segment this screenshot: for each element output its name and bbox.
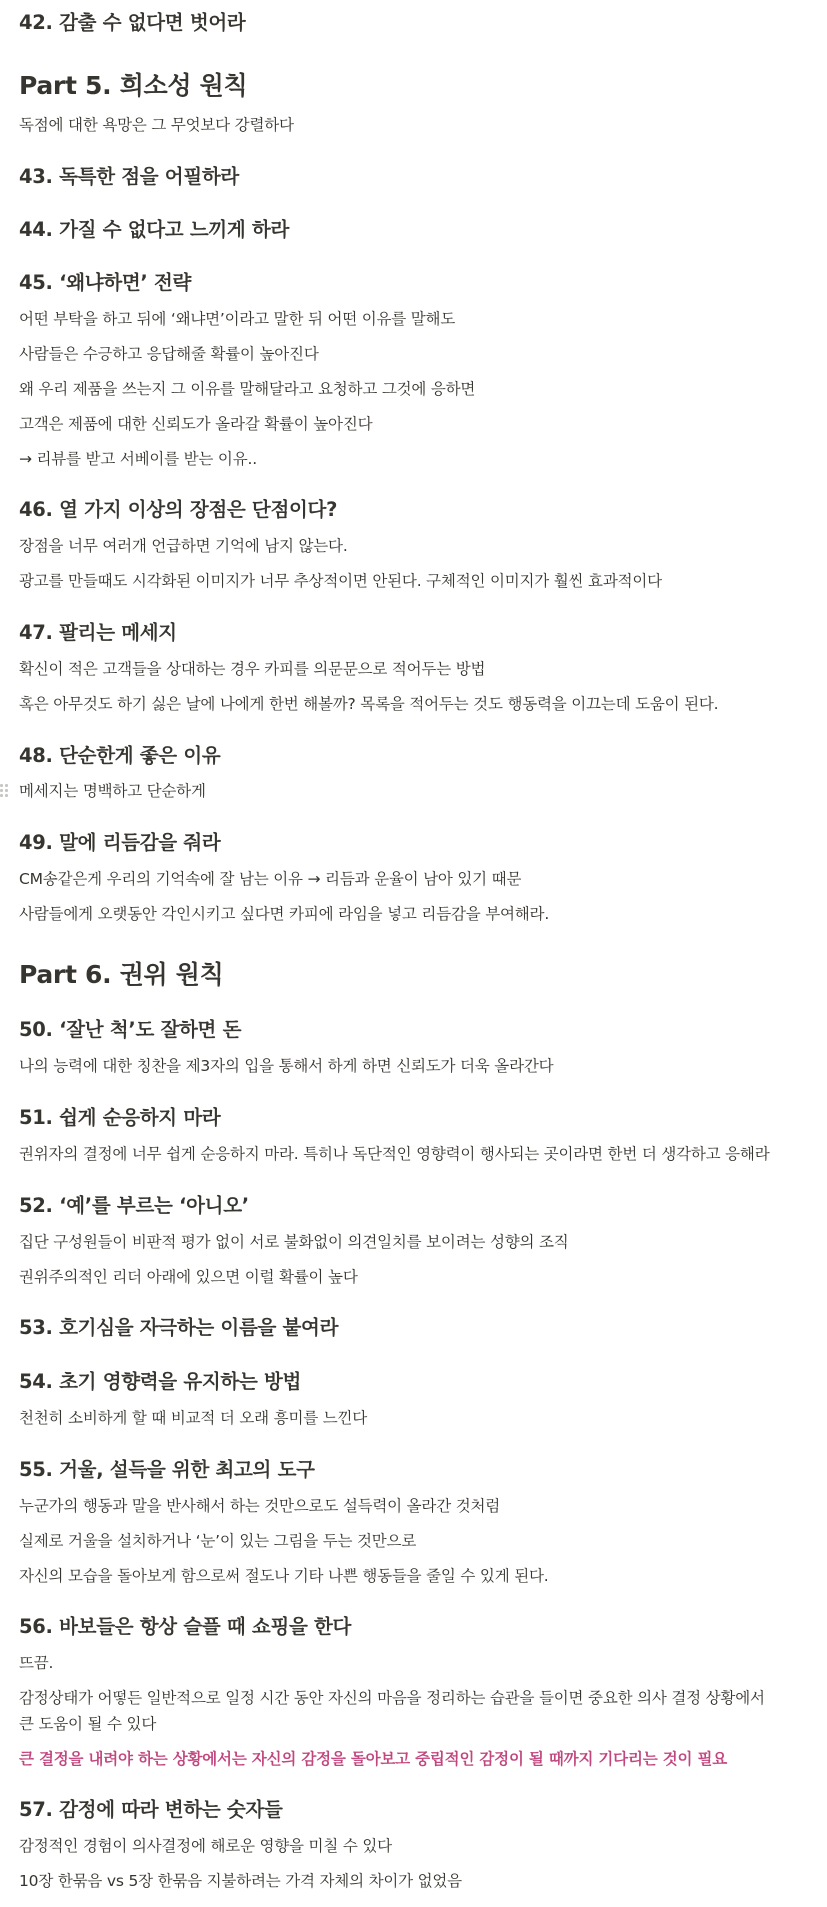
paragraph: 집단 구성원들이 비판적 평가 없이 서로 불화없이 의견일치를 보이려는 성향의 조직 (19, 1233, 569, 1251)
paragraph: 확신이 적은 고객들을 상대하는 경우 카피를 의문문으로 적어두는 방법 (19, 660, 486, 678)
paragraph: 자신의 모습을 돌아보게 함으로써 절도나 기타 나쁜 행동들을 줄일 수 있게 된다. (19, 1567, 549, 1585)
heading-57: 57. 감정에 따라 변하는 숫자들 (19, 1798, 283, 1821)
paragraph: 장점을 너무 여러개 언급하면 기억에 남지 않는다. (19, 537, 348, 555)
heading-52: 52. ‘예’를 부르는 ‘아니오’ (19, 1194, 249, 1217)
drag-handle-icon[interactable] (0, 782, 10, 800)
heading-42: 42. 감출 수 없다면 벗어라 (19, 11, 246, 34)
paragraph: 사람들에게 오랫동안 각인시키고 싶다면 카피에 라임을 넣고 리듬감을 부여해라. (19, 905, 550, 923)
paragraph: 누군가의 행동과 말을 반사해서 하는 것만으로도 설득력이 올라간 것처럼 (19, 1497, 501, 1515)
heading-48: 48. 단순한게 좋은 이유 (19, 744, 221, 767)
paragraph: 권위주의적인 리더 아래에 있으면 이럴 확률이 높다 (19, 1268, 358, 1286)
highlighted-paragraph: 큰 결정을 내려야 하는 상황에서는 자신의 감정을 돌아보고 중립적인 감정이 될 때까지 기다리는 것이 필요 (19, 1750, 727, 1768)
paragraph: 고객은 제품에 대한 신뢰도가 올라갈 확률이 높아진다 (19, 415, 373, 433)
paragraph: 광고를 만들때도 시각화된 이미지가 너무 추상적이면 안된다. 구체적인 이미지가 훨씬 효과적이다 (19, 572, 662, 590)
heading-51: 51. 쉽게 순응하지 마라 (19, 1106, 221, 1129)
heading-50: 50. ‘잘난 척’도 잘하면 돈 (19, 1018, 242, 1041)
paragraph: 실제로 거울을 설치하거나 ‘눈’이 있는 그림을 두는 것만으로 (19, 1532, 417, 1550)
paragraph: 10장 한묶음 vs 5장 한묶음 지불하려는 가격 자체의 차이가 없었음 (19, 1872, 462, 1890)
paragraph: 메세지는 명백하고 단순하게 (19, 782, 206, 800)
paragraph: 감정상태가 어떻든 일반적으로 일정 시간 동안 자신의 마음을 정리하는 습관을 들이면 중요한 의사 결정 상황에서 (19, 1689, 765, 1707)
heading-47: 47. 팔리는 메세지 (19, 621, 177, 644)
paragraph: CM송같은게 우리의 기억속에 잘 남는 이유 → 리듬과 운율이 남아 있기 때문 (19, 870, 522, 888)
paragraph: 뜨끔. (19, 1654, 54, 1672)
heading-43: 43. 독특한 점을 어필하라 (19, 165, 239, 188)
paragraph: → 리뷰를 받고 서베이를 받는 이유.. (19, 450, 257, 468)
paragraph: 왜 우리 제품을 쓰는지 그 이유를 말해달라고 요청하고 그것에 응하면 (19, 380, 476, 398)
paragraph: 혹은 아무것도 하기 싫은 날에 나에게 한번 해볼까? 목록을 적어두는 것도 행동력을 이끄는데 도움이 된다. (19, 695, 719, 713)
paragraph: 천천히 소비하게 할 때 비교적 더 오래 흥미를 느낀다 (19, 1409, 368, 1427)
heading-55: 55. 거울, 설득을 위한 최고의 도구 (19, 1458, 315, 1481)
paragraph: 큰 도움이 될 수 있다 (19, 1715, 157, 1733)
heading-56: 56. 바보들은 항상 슬플 때 쇼핑을 한다 (19, 1615, 352, 1638)
part-5-heading: Part 5. 희소성 원칙 (19, 71, 248, 100)
paragraph: 사람들은 수긍하고 응답해줄 확률이 높아진다 (19, 345, 319, 363)
paragraph: 감정적인 경험이 의사결정에 해로운 영향을 미칠 수 있다 (19, 1837, 392, 1855)
paragraph: 권위자의 결정에 너무 쉽게 순응하지 마라. 특히나 독단적인 영향력이 행사되는 곳이라면 한번 더 생각하고 응해라 (19, 1145, 770, 1163)
part-6-heading: Part 6. 권위 원칙 (19, 960, 224, 989)
heading-49: 49. 말에 리듬감을 줘라 (19, 831, 221, 854)
paragraph: 어떤 부탁을 하고 뒤에 ‘왜냐면’이라고 말한 뒤 어떤 이유를 말해도 (19, 310, 456, 328)
paragraph: 나의 능력에 대한 칭찬을 제3자의 입을 통해서 하게 하면 신뢰도가 더욱 올라간다 (19, 1057, 554, 1075)
heading-44: 44. 가질 수 없다고 느끼게 하라 (19, 218, 289, 241)
heading-45: 45. ‘왜냐하면’ 전략 (19, 271, 192, 294)
heading-54: 54. 초기 영향력을 유지하는 방법 (19, 1370, 302, 1393)
paragraph: 독점에 대한 욕망은 그 무엇보다 강렬하다 (19, 116, 294, 134)
heading-46: 46. 열 가지 이상의 장점은 단점이다? (19, 498, 338, 521)
heading-53: 53. 호기심을 자극하는 이름을 붙여라 (19, 1316, 339, 1339)
